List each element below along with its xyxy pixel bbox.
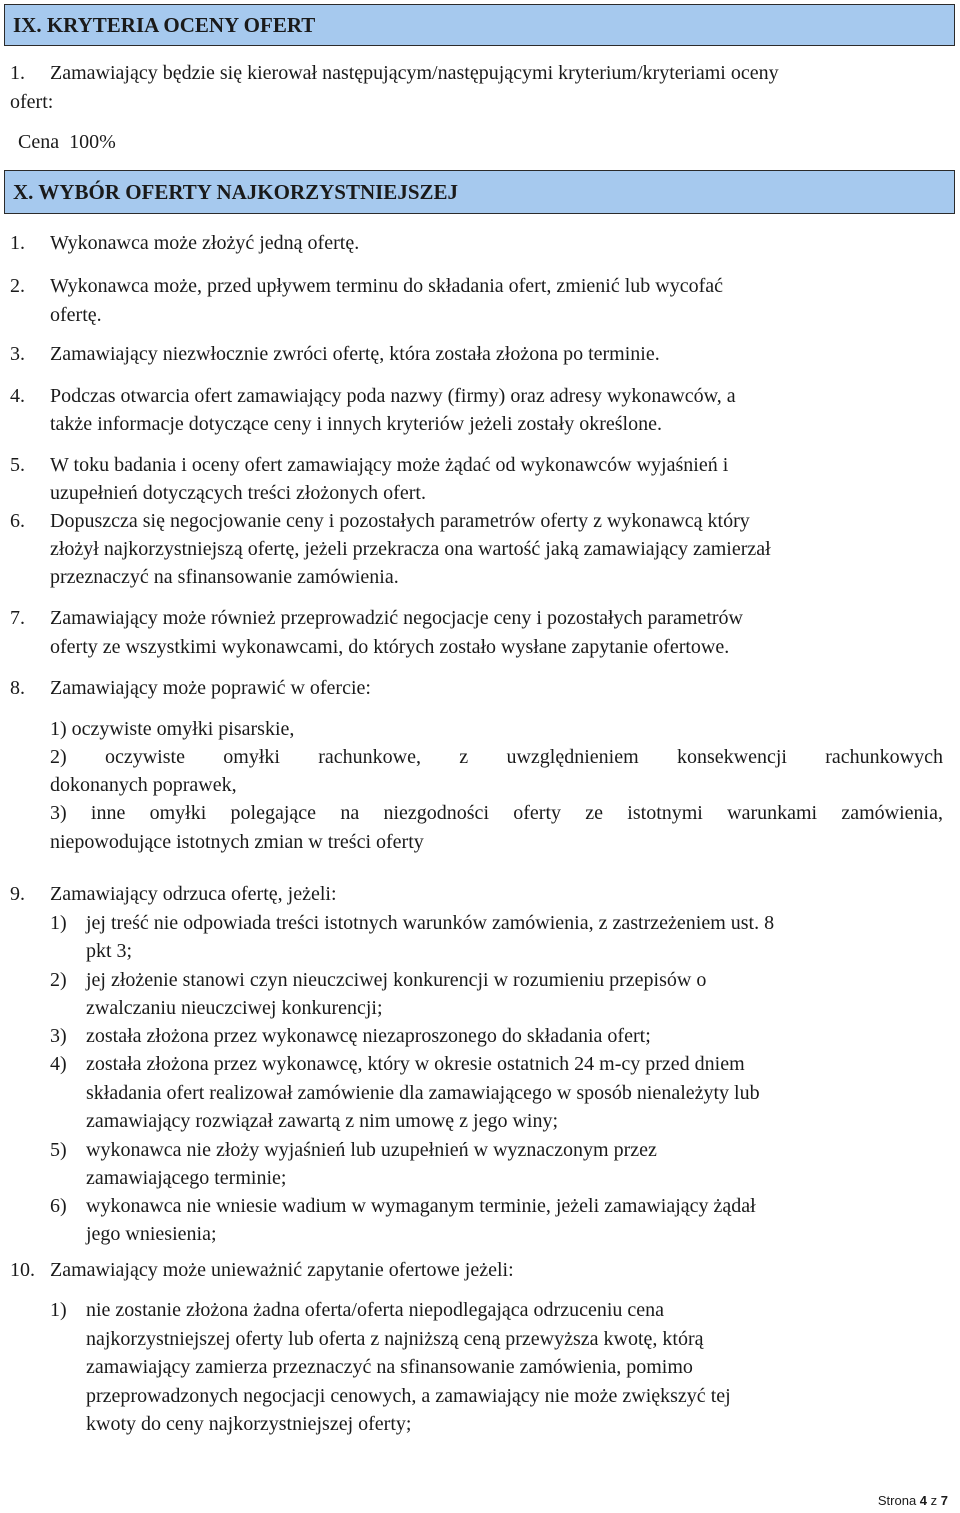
sub-item-text: została złożona przez wykonawcę, który w okresie ostatnich 24 m-cy przed dniem xyxy=(86,1053,745,1075)
sub-item-text: 2) oczywiste omyłki rachunkowe, z uwzględnieniem konsekwencji rachunkowych xyxy=(50,746,943,768)
sub-item-text: zamawiającego terminie; xyxy=(86,1167,287,1189)
list-item-text: Dopuszcza się negocjowanie ceny i pozostałych parametrów oferty z wykonawcą który xyxy=(50,510,750,532)
list-item-text: Wykonawca może złożyć jedną ofertę. xyxy=(50,232,360,254)
list-item-text: oferty ze wszystkimi wykonawcami, do których zostało wysłane zapytanie ofertowe. xyxy=(50,636,730,658)
sub-item-text: niepowodujące istotnych zmian w treści oferty xyxy=(50,831,424,853)
list-number: 1. xyxy=(10,62,25,84)
list-item-text: uzupełnień dotyczących treści złożonych ofert. xyxy=(50,482,426,504)
page-label: Strona xyxy=(877,1493,920,1508)
list-number: 1. xyxy=(10,232,25,254)
page-number xyxy=(878,1493,948,1508)
list-number: 5. xyxy=(10,454,25,476)
list-item-text: Zamawiający może również przeprowadzić negocjacje ceny i pozostałych parametrów xyxy=(50,607,743,629)
list-number: 10. xyxy=(10,1259,35,1281)
sub-item-text: jej treść nie odpowiada treści istotnych warunków zamówienia, z zastrzeżeniem ust. 8 xyxy=(86,912,775,934)
list-number: 3. xyxy=(10,343,25,365)
total-pages: 7 xyxy=(940,1493,948,1508)
sub-item-text: nie zostanie złożona żadna oferta/oferta niepodlegająca odrzuceniu cena xyxy=(86,1299,665,1321)
paragraph-text: ofert: xyxy=(10,91,54,113)
sub-item-text: 3) inne omyłki polegające na niezgodności oferty ze istotnymi warunkami zamówienia, xyxy=(50,802,943,824)
list-item-text: Zamawiający niezwłocznie zwróci ofertę, która została złożona po terminie. xyxy=(50,343,660,365)
sub-item-text: wykonawca nie złoży wyjaśnień lub uzupełnień w wyznaczonym przez xyxy=(86,1139,657,1161)
sub-item-text: zamawiający zamierza przeznaczyć na sfinansowanie zamówienia, pomimo xyxy=(86,1356,693,1378)
sub-item-text: jej złożenie stanowi czyn nieuczciwej konkurencji w rozumieniu przepisów o xyxy=(86,969,707,991)
sub-item-text: wykonawca nie wniesie wadium w wymaganym terminie, jeżeli zamawiający żądał xyxy=(86,1195,756,1217)
list-number: 6. xyxy=(10,510,25,532)
sub-item-text: dokonanych poprawek, xyxy=(50,774,237,796)
list-item-text: także informacje dotyczące ceny i innych kryteriów jeżeli zostały określone. xyxy=(50,413,662,435)
list-item-text: Zamawiający może unieważnić zapytanie ofertowe jeżeli: xyxy=(50,1259,514,1281)
list-item-text: ofertę. xyxy=(50,304,102,326)
sub-item-number: 1) xyxy=(50,912,67,934)
section-heading-x: X. WYBÓR OFERTY NAJKORZYSTNIEJSZEJ xyxy=(4,170,955,214)
section-heading-ix: IX. KRYTERIA OCENY OFERT xyxy=(4,4,955,46)
list-item-text: Podczas otwarcia ofert zamawiający poda nazwy (firmy) oraz adresy wykonawców, a xyxy=(50,385,736,407)
sub-item-number: 4) xyxy=(50,1053,67,1075)
sub-item-text: zwalczaniu nieuczciwej konkurencji; xyxy=(86,997,383,1019)
sub-item-text: najkorzystniejszej oferty lub oferta z najniższą ceną przewyższa kwotę, którą xyxy=(86,1328,704,1350)
sub-item-number: 5) xyxy=(50,1139,67,1161)
sub-item-text: 1) oczywiste omyłki pisarskie, xyxy=(50,718,295,740)
list-item-text: Zamawiający może poprawić w ofercie: xyxy=(50,677,371,699)
list-number: 2. xyxy=(10,275,25,297)
sub-item-number: 3) xyxy=(50,1025,67,1047)
paragraph-text: Zamawiający będzie się kierował następującym/następującymi kryterium/kryteriami oceny xyxy=(50,62,779,84)
list-item-text: Zamawiający odrzuca ofertę, jeżeli: xyxy=(50,883,337,905)
list-number: 7. xyxy=(10,607,25,629)
sub-item-text: kwoty do ceny najkorzystniejszej oferty; xyxy=(86,1413,412,1435)
list-item-text: przeznaczyć na sfinansowanie zamówienia. xyxy=(50,566,399,588)
sub-item-text: składania ofert realizował zamówienie dla zamawiającego w sposób nienależyty lub xyxy=(86,1082,760,1104)
sub-item-text: została złożona przez wykonawcę niezaproszonego do składania ofert; xyxy=(86,1025,651,1047)
sub-item-number: 6) xyxy=(50,1195,67,1217)
page-separator: z xyxy=(927,1493,941,1508)
list-number: 4. xyxy=(10,385,25,407)
list-item-text: złożył najkorzystniejszą ofertę, jeżeli przekracza ona wartość jaką zamawiający zamierzał xyxy=(50,538,771,560)
sub-item-text: przeprowadzonych negocjacji cenowych, a zamawiający nie może zwiększyć tej xyxy=(86,1385,731,1407)
list-number: 9. xyxy=(10,883,25,905)
sub-item-text: zamawiający rozwiązał zawartą z nim umowę z jego winy; xyxy=(86,1110,559,1132)
list-item-text: W toku badania i oceny ofert zamawiający może żądać od wykonawców wyjaśnień i xyxy=(50,454,729,476)
current-page: 4 xyxy=(919,1493,928,1508)
sub-item-text: jego wniesienia; xyxy=(86,1223,217,1245)
sub-item-text: pkt 3; xyxy=(86,940,133,962)
criterion-text: Cena 100% xyxy=(18,131,116,153)
list-item-text: Wykonawca może, przed upływem terminu do składania ofert, zmienić lub wycofać xyxy=(50,275,723,297)
list-number: 8. xyxy=(10,677,25,699)
sub-item-number: 1) xyxy=(50,1299,67,1321)
sub-item-number: 2) xyxy=(50,969,67,991)
